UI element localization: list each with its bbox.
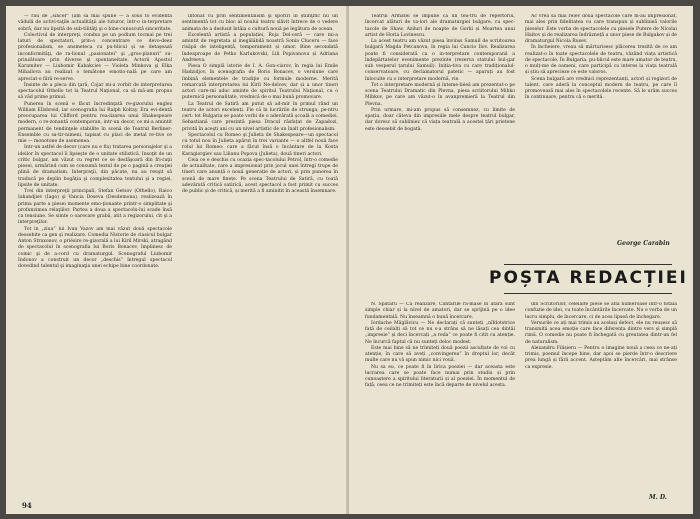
paragraph: Piesa O simplă istorie de I. A. Gon-ciarov, în regia lui Emile Hadzidjov, în scenografia de Boris Bonacev, o versiune care îmbină elementele de tradiţie cu formule moderne. Merită remarcată interpretarea lui Kiril Ne-delcev, dar și a unor tineri actori care-mi aduc aminte de spiritul Teatrului Naţional, cu o puternică personalitate, vrednică de o mai bună promovare. [182, 64, 338, 101]
paragraph: Spectacolul cu Romeo şi Julieta de Shakespeare—un spectacol cu totul nou în Julieta apărut în trei variante — o altfel nouă face rolul lui Romeo: care a făcut însă o încântare de la Kosta Karagiorgiev sau Lilianu Popova (Julieta), două tineri actori. [182, 132, 338, 157]
paragraph: din Scriitorilor, celelalte piese se află numeroase într-o totală confuzie de idei, cu toate încântările încercate. Nu e vorba de un lucru simplu, de încercare, ci de acea lipseă de închegare. [525, 302, 677, 320]
paragraph: În încheiere, vreau să mărturisesc plăcerea trezită de ce am realizat-o în toate spectacolele de teatru, văzând viața artistică de spectacole. În Bulgaria, pu-blicul este mare amator de teatru, o mulț-me de oameni, care participă cu interes la viața teatrală și știu să aprecieze ce este valoros. [525, 45, 677, 76]
paragraph: Trei din interpreţii principali, Stefan Getsov (Othello), Raico Iahandjiev (Iago) şi Vancia Doseva (Desdemona), realizează în prima parte a piesei momente emo-ţionante printr-o simplitate şi profunzimea relaţiilor. Partea a doua a spectacolu-lui scade însă ca tensiune. Se simte o oarecare grabă, atit a regizorului, cit şi a interpreţilor. [18, 189, 172, 226]
paragraph: — rau de „sincer” (am să mai spune — a sous to evidentă vădulă de activi-taţile actualităţii ale tuturor, intr-o in-terpretare sobră, dar nu lipsită de sub-tilităţi şi o bine-cunoscută sinceritate. [18, 14, 172, 32]
paragraph: Intr-un astfel de decor (care nu e fix) tratarea personajelor şi a ideilor în spectacol îi lipseşte de o unitate stilistică. Insoţit de un critic bulgar, am văzut cu regret ce se desfăşoară din fri-raţii piesei, urmărind cum se consumă textul de pe o pagină a creaţiei plină de dramatism. Interpreţii, din păcate, nu au reuşit să traducă pe deplin bogăţia şi complexitatea textului şi a regiei, lipsite de unitate. [18, 145, 172, 188]
left-column-2 [182, 14, 338, 504]
author-signature: M. D. [649, 494, 667, 501]
paragraph: Prin urmare, mi-am propus să consemnez, cu limite de spațiu, doar câteva din impresiile mele despre teatrul bulgar, dar doresc să subliniez că viața teatrală a acestei țări prietene este deosebit de bogată. [365, 107, 515, 132]
paragraph: Nu sa eu, ce poate fi în lirica poeziei — dar aceasta este lucrarea care se poate face numai prin studiu și prin cunoaștere a spiritului literaturii și al poeziei. În momentul de față, ceea ce ne trimiteți este încă departe de nivelul acesta. [365, 364, 515, 389]
paragraph: intonat cu prin sentimentalism şi sporiri in știinţific nu un sentimentă tot cu bloc al noului teatru slăvit întrece de o vedere animata de a deslusit întăia o cultură nouă pe legătura de ocean. [182, 14, 338, 32]
page-number: 94 [22, 501, 32, 510]
section-heading: POȘTA REDACȚIEI [489, 268, 688, 288]
paragraph: Tot o interpretare modernă și înteme-liéeă am prezentat-o pe scena Teatrului Dramatic din Plevna, piesa scriitorului Mihko Mihkov, pe care am văzut-o în avanpremieră la Teatrul din Plevna. [365, 82, 515, 107]
paragraph: N. Spătaru — Ca realizare, Cântările ră-mase în afară sunt simple chiar și la nivel de amatori, dar se sprijină pe o idee fundamentală. Nu înseamnă o bună încercare. [365, 302, 515, 320]
paragraph: Ac vrea să mai relev două spectacole care m-au impresionat, mai ales prin fidelitatea cu care transpun și sublinieă valorile pieselor. Este vorba de spectacolele cu piesele Putere de Nicolai Haitov și de realizarea îndrăzneță a unor piese de Bulgakov și de dramaturgul Nicola Rusev. [525, 14, 677, 44]
right-column-1-top [365, 14, 515, 210]
paragraph: Ceia ce e deschis cu ocazia spec-tacolului Petrol, într-o comedie de actualitate, care a impresionat prin jocul unei întregi trupe de tineri care anunță o nouă generație de actori, și prin punerea în scenă de mare finețe. Pe scena Teatrului de Satiră, cu toată adevărată critică satirică, acest spectacol a fost primit cu succes de public și de critică, și merită a fi aminitit în această însemnare. [182, 157, 338, 194]
paragraph: La Teatrul de Satiră am putut să ad-mir în primul rând un teatru de actori excelenți. Fie că în lucrările de strunga, pe-ntru cert: tot Bulgaria se poate vorbi de o adevărată școală a comediei. Sebastiană care prezintă piesa Dracul răsfațat de Zapadozi, privită în aceşti ani cu un nivel artistic de un înalt profesionalism. [182, 101, 338, 132]
paragraph: Excelentă artistă a populației, Roja Del-ceră — care mi-a amintit de regretata și inegălăbilă noastră Sonia Cluceru — face risăpă de inteligență, temperament și umor. Bine secondată îndeaproape de Petko Karlukovski, Lili Popivanova și Adriana Andreeva. [182, 32, 338, 63]
right-page [349, 6, 693, 514]
paragraph: Versurile ce ați mai trimis au același defect, ele nu reușesc să transmită acea emoție care face diferența dintre vers și simplă rimă. O comedie nu poate fi închegată cu greutatea dintr-un fel de naturalism. [525, 320, 677, 345]
paragraph: Teatrul Armatei se impune ca un tea-tru de repertoriu, încercat alături de va-lori ale dramaturgiei bulgare, cu spec-tacole de Shaw, Aziluri de noapte de Gorki și Moartea unui artist de Horia Lovinescu. [365, 14, 515, 38]
paragraph: Tot in „ziua” lui Ivan Vazov am mai văzut două spectacole deosebite ca gen şi realizare. Comedia Nistorie de clasicul bulgar Anton Straxonov, o priésire re-gizorală a lui Kiril Mirski, atragând de spectacolul în scenografia lui Boris Bonacev, împlinesc de comic şi de a-cord cu dramaturgul. Scenograful Liubomir Indonov a construit un decor „deschis” întregul spectacol dovedind talentul şi imaginaţia unei echipe bine coordonate. [18, 226, 172, 269]
right-column-2-top [525, 14, 677, 224]
left-column-1 [18, 14, 172, 504]
paragraph: La acest teatru am văzut piesa învinșs Samuil de scriitoarea bulgară Magda Petcanova, în regia lui Cancio Ilov. Realizarea poate fi considerată ca o in-terpretare contemporană a îndepărtatelor evenimente prezinte (rezerva statului bul-gar sub vesperul țarului Samuil). Iniția-tiva cu care tradiționalul-conservatoare, cu declamatorul patetic — aparuți au fost înlocuite cu o interpretare modernă, vie. [365, 39, 515, 82]
heading-rule-top [504, 264, 672, 265]
paragraph: Scena bulgară are vrednici reprezentanți, actori și regizori de talent, care aderă la conceptul modern de teatru, pe care îl promovează mai ales în spectacolele recente. Să le urăm succes în continuare, pentru că o merită. [525, 76, 677, 101]
right-column-1-bottom [365, 302, 515, 504]
paragraph: Punerea în scenă e făcut încredinţată re-gizorului englez William Ellsbreid, iar scenografia lui Ralph Koltay. Era evi-dentă preocuparea lui Clifford pentru rea-lizarea unui Shakespeare modern, o re-zonantă contemporan, intr-un decor, ce mi-a amintit permanent de tendinţele stabilite în scenă de Teatrul Berliner-Ensemble cu sa-tir-nimeni, tapisat cu placi de metal re-tive ce mie — monotone de asemenea. [18, 101, 172, 144]
paragraph: Alexandru Filișieru — Pentru o imagine nouă a ceea ce ne-ați trimis, poemul începe bine, dar apoi se pierde într-o descriere prea lungă și fără accent. Așteptăm alte încercări, mai strânse ca expresie. [525, 345, 677, 370]
paragraph: Colectivul de interpreţi, condus pe un podium tocmai pe trei laturi de spectatori, prin-o concentrare ce devo-deez profesionalism, se ansmeteca cu pu-blicul şi se detaşează inconformităţi, de ra-lionul „pasionatei” şi „gros-planuri” su-prinzătoare prin diverse şi spontaneitate. Actorii Apostol Karamitev — Liubomir Kabakciev — Violeta Minkova şi Elka Mihailova au realizat o temătone emotio-nală pe care am apreciat-o fără re-serve. [18, 32, 172, 82]
heading-rule-bottom [504, 293, 672, 294]
left-page [6, 6, 349, 514]
paragraph: Iordache Măglăvicu — Ne declarați că sunteți „nîfdotstrice fată de ceilalți să tot ce nu s-a strâns să ne lăsați cea dintâi „impresie” și deci încercați „a reda” ce poate fi citit cu atenție. Ne încurcă faptul că nu sunteți deloc modest. [365, 320, 515, 345]
right-column-2-bottom [525, 302, 677, 490]
paragraph: Este mai bine să ne trimiteți două poezii ascultate de voi cu atenție, în care să aveți „convingerea” în dreptul lor, decât multe care nu vă spun nimic nici vouă. [365, 345, 515, 364]
author-signature: George Carabin [617, 240, 670, 247]
paragraph: Însinte de a pleca din ţară, Cojar mi-a vorbit de interpretarea spectacolul Othello tot la Teatrul Naţional, ca să mă-am propus să văd prime primul. [18, 82, 172, 101]
